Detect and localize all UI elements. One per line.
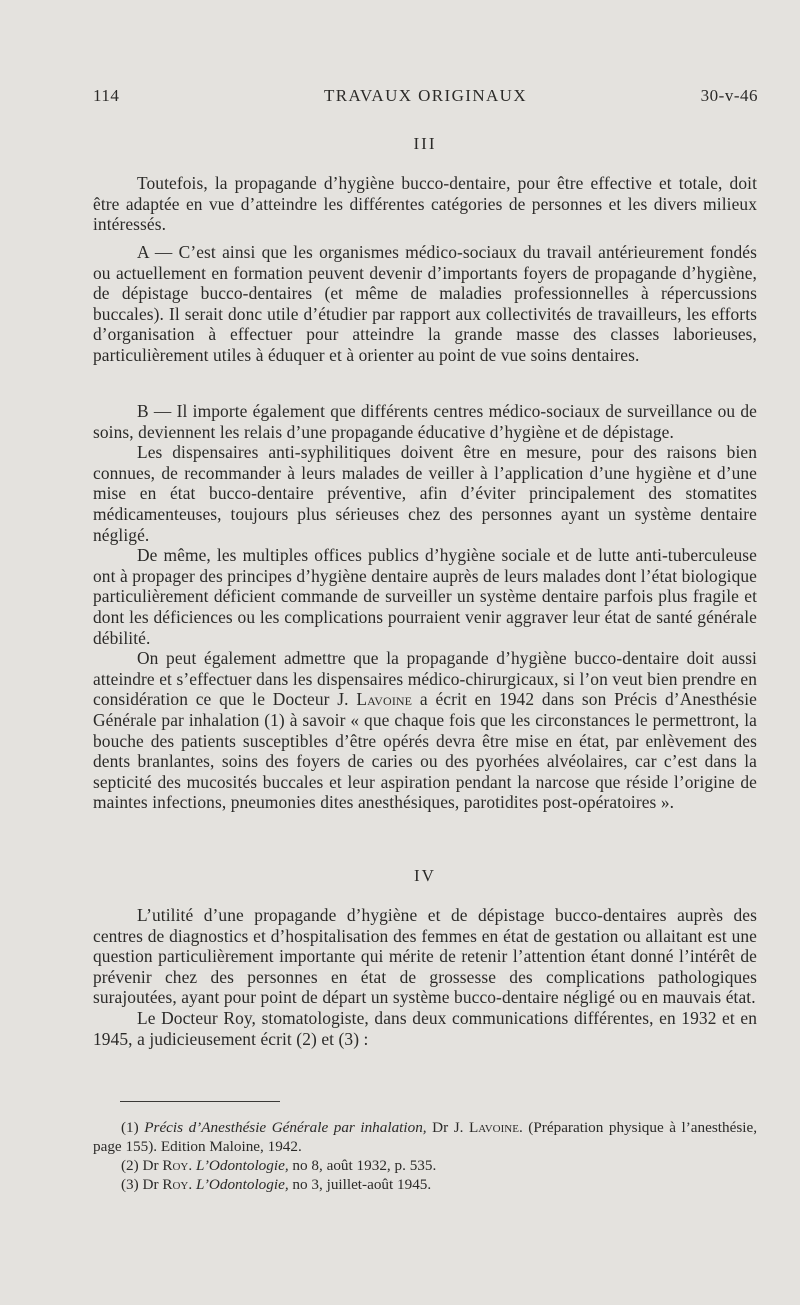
section-iii-body — [93, 173, 757, 235]
footnote-text: Dr J. — [426, 1119, 469, 1136]
paragraph: Le Docteur Roy, stomatologiste, dans deux communications différentes, en 1932 et en 1945, a judicieusement écrit (2) et (3) : — [93, 1007, 757, 1049]
issue-date: 30-v-46 — [700, 86, 758, 105]
footnote-journal: L’Odontologie, — [195, 1157, 289, 1174]
footnotes — [93, 1118, 757, 1194]
footnote-rule — [120, 1101, 280, 1102]
section-iii-point-a — [93, 242, 757, 366]
paragraph: Toutefois, la propagande d’hygiène bucco-dentaire, pour être effective et totale, doit être adaptée en vue d’atteindre les différentes catégories de personnes et les divers milieux intéressés. — [93, 173, 757, 235]
running-title: TRAVAUX ORIGINAUX — [323, 86, 528, 105]
author-name: Lavoine — [356, 689, 413, 710]
footnote-text: (2) Dr — [121, 1157, 163, 1174]
footnote-text: . — [188, 1157, 196, 1174]
footnote-author: Roy — [162, 1157, 189, 1174]
footnote-author: Lavoine — [468, 1119, 519, 1136]
footnote-journal: L’Odontologie, — [195, 1176, 289, 1193]
section-iii-point-b — [93, 401, 757, 813]
paragraph: De même, les multiples offices publics d’hygiène sociale et de lutte anti-tuberculeuse ont à propager des principes d’hygiène dentaire auprès de leurs malades dont l’état biologique particulièrement déficient commande de surveiller un système dentaire parfois plus fragile et dont les déficiences ou les complications pourraient venir aggraver leur état de santé générale débilité. — [93, 545, 757, 648]
footnote-text: . (Préparation physique à l’anesthésie, page 155). Edition Maloine, 1942. — [93, 1119, 758, 1155]
paragraph: B — Il importe également que différents centres médico-sociaux de surveillance ou de soins, deviennent les relais d’une propagande éducative d’hygiène et de dépistage. — [93, 401, 757, 442]
footnote-title: Précis d’Anesthésie Générale par inhalation, — [144, 1119, 427, 1136]
footnote-mark: (1) — [121, 1119, 145, 1136]
section-iv-body — [93, 905, 757, 1049]
paragraph-text: a écrit en 1942 dans son Précis d’Anesthésie Générale par inhalation (1) à savoir « que chaque fois que les circonstances le permettront, la bouche des patients susceptibles d’être opérés devra être mise en état, par enlèvement des dents branlantes, soins des foyers de caries ou des pyorhées alvéolaires, car c’est dans la septicité des mucosités buccales et leur aspiration pendant la narcose que réside l’origine de maintes infections, pneumonies dites anesthésiques, parotidites post-opératoires ». — [93, 689, 757, 813]
section-heading-iii: III — [413, 134, 437, 153]
footnote-1 — [93, 1118, 757, 1156]
footnote-3 — [93, 1175, 757, 1194]
footnote-text: no 3, juillet-août 1945. — [288, 1176, 432, 1193]
page-number: 114 — [93, 86, 120, 105]
paragraph: L’utilité d’une propagande d’hygiène et de dépistage bucco-dentaires auprès des centres de diagnostics et d’hospitalisation des femmes en état de gestation ou allaitant est une question particulièrement importante qui mérite de retenir l’attention étant donné l’intérêt de prévenir chez des personnes en état de grossesse des complications pathologiques surajoutées, ayant pour point de départ un système bucco-dentaire négligé ou en mauvais état. — [93, 905, 757, 1008]
paragraph: Les dispensaires anti-syphilitiques doivent être en mesure, pour des raisons bien connues, de recommander à leurs malades de veiller à l’application d’une hygiène et d’une mise en état bucco-dentaire préventive, afin d’éviter principalement des stomatites médicamenteuses, toujours plus sérieuses chez des personnes ayant un système dentaire négligé. — [93, 442, 757, 545]
footnote-text: (3) Dr — [121, 1176, 163, 1193]
paragraph — [93, 648, 757, 813]
running-header — [93, 86, 758, 108]
paragraph: A — C’est ainsi que les organismes médico-sociaux du travail antérieurement fondés ou actuellement en formation peuvent devenir d’importants foyers de propagande d’hygiène, de dépistage bucco-dentaires (et même de maladies professionnelles à répercussions buccales). Il serait donc utile d’étudier par rapport aux collectivités de travailleurs, les efforts d’organisation à effectuer pour atteindre la grande masse des classes laborieuses, particulièrement utiles à éduquer et à orienter au point de vue soins dentaires. — [93, 242, 757, 365]
footnote-text: no 8, août 1932, p. 535. — [288, 1157, 437, 1174]
section-heading-iv: IV — [414, 866, 436, 885]
paragraph-text: On peut également admettre que la propagande d’hygiène bucco-dentaire doit aussi atteindre et s’effectuer dans les dispensaires médico-chirurgicaux, si l’on veut bien prendre en considération ce que le Docteur J. — [93, 648, 757, 710]
footnote-author: Roy — [162, 1176, 189, 1193]
footnote-2 — [93, 1156, 757, 1175]
footnote-text: . — [188, 1176, 196, 1193]
